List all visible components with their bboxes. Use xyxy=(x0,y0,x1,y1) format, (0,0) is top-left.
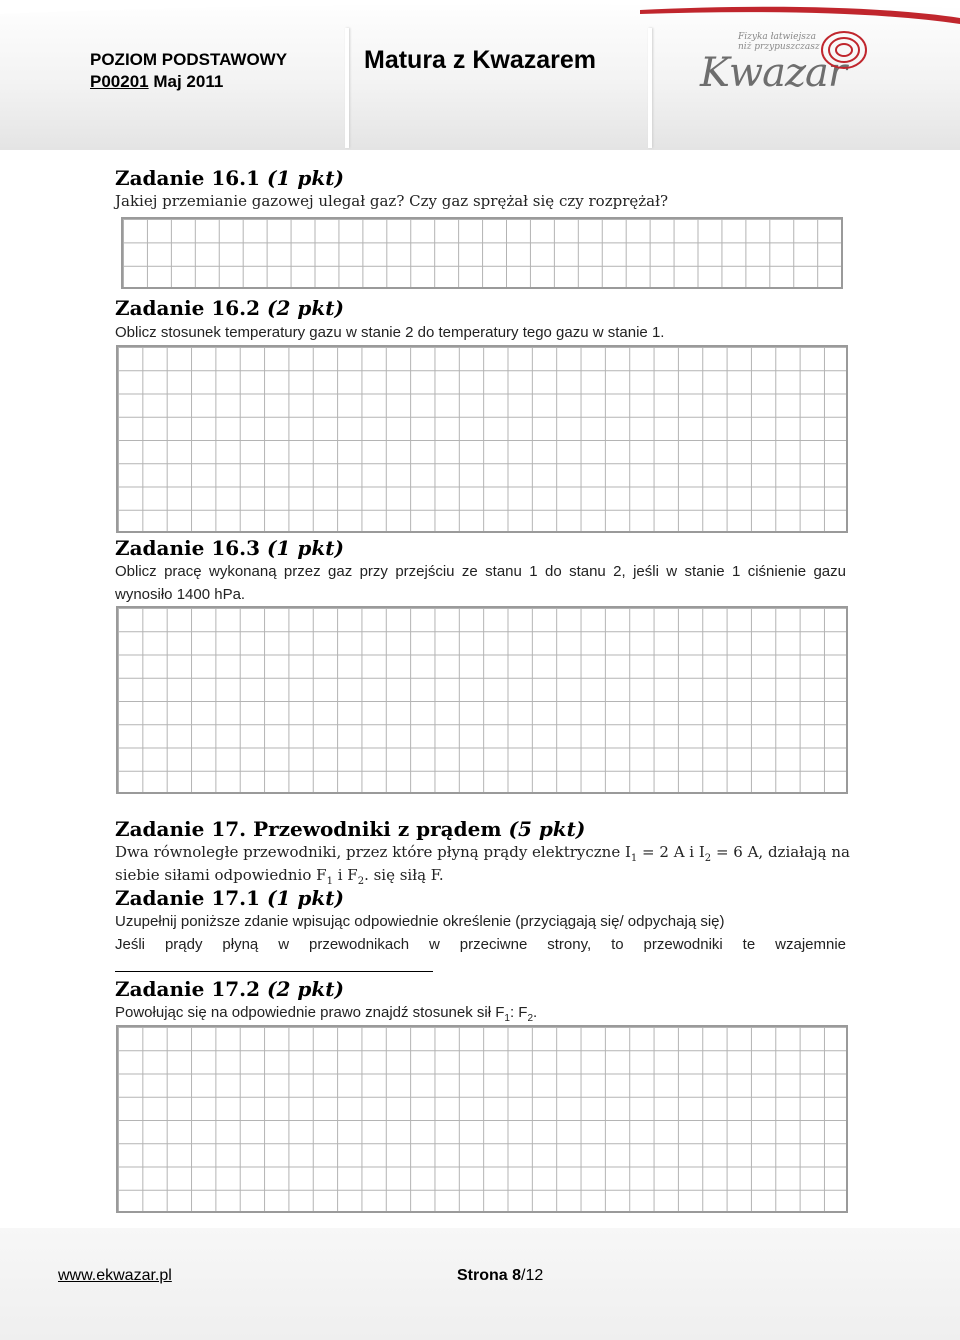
task-17-1-answer-line[interactable] xyxy=(115,971,433,972)
exam-level: POZIOM PODSTAWOWY xyxy=(90,50,288,69)
task-17-title: Zadanie 17. Przewodniki z prądem (5 pkt) xyxy=(115,817,586,841)
logo-tagline: Fizyka łatwiejsza niż przypuszczasz xyxy=(738,32,820,52)
exam-code-number: P00201 xyxy=(90,72,149,91)
task-16-3-question-line-2: wynosiło 1400 hPa. xyxy=(115,586,246,603)
header-swoosh-decoration xyxy=(0,0,960,30)
task-17-1-title: Zadanie 17.1 (1 pkt) xyxy=(115,886,344,910)
task-17-intro-line-2: siebie siłami odpowiednio $F_1$ i $F_2$. się siłą F. xyxy=(115,866,444,887)
logo-rings-icon xyxy=(810,28,870,78)
task-17-1-instruction: Uzupełnij poniższe zdanie wpisując odpowiednie określenie (przyciągają się/ odpychają się) xyxy=(115,913,725,930)
answer-grid-16-3[interactable] xyxy=(116,606,848,794)
task-17-2-title: Zadanie 17.2 (2 pkt) xyxy=(115,977,344,1001)
answer-grid-17-2[interactable] xyxy=(116,1025,848,1213)
task-16-1-question: Jakiej przemianie gazowej ulegał gaz? Czy gaz sprężał się czy rozprężał? xyxy=(115,192,668,210)
exam-code xyxy=(90,72,223,92)
task-16-3-title: Zadanie 16.3 (1 pkt) xyxy=(115,536,344,560)
header-divider xyxy=(648,28,652,148)
header-title: Matura z Kwazarem xyxy=(364,46,597,74)
footer-page-number: Strona 8/12 xyxy=(457,1267,544,1284)
task-16-3-question-line-1: Oblicz pracę wykonaną przez gaz przy przejściu ze stanu 1 do stanu 2, jeśli w stanie 1 ciśnienie gazu xyxy=(115,563,846,580)
answer-grid-16-1[interactable] xyxy=(121,217,843,289)
task-16-2-question: Oblicz stosunek temperatury gazu w stanie 2 do temperatury tego gazu w stanie 1. xyxy=(115,324,665,341)
header-divider xyxy=(345,28,349,148)
task-16-1-title: Zadanie 16.1 (1 pkt) xyxy=(115,166,344,190)
task-17-1-sentence: Jeśli prądy płyną w przewodnikach w przeciwne strony, to przewodniki te wzajemnie xyxy=(115,936,846,953)
task-16-2-title: Zadanie 16.2 (2 pkt) xyxy=(115,296,344,320)
answer-grid-16-2[interactable] xyxy=(116,345,848,533)
footer-website-link[interactable]: www.ekwazar.pl xyxy=(58,1267,172,1284)
task-17-2-question: Powołując się na odpowiednie prawo znajdź stosunek sił $F_1$: $F_2$. xyxy=(115,1004,538,1024)
page-header xyxy=(0,0,960,150)
exam-date: Maj 2011 xyxy=(153,72,224,91)
kwazar-logo xyxy=(700,28,880,108)
logo-wordmark: Kwazar xyxy=(700,50,847,96)
task-17-intro-line-1: Dwa równoległe przewodniki, przez które płyną prądy elektryczne $I_1 = 2$ A i $I_2 = 6$ A, działają na xyxy=(115,843,850,864)
